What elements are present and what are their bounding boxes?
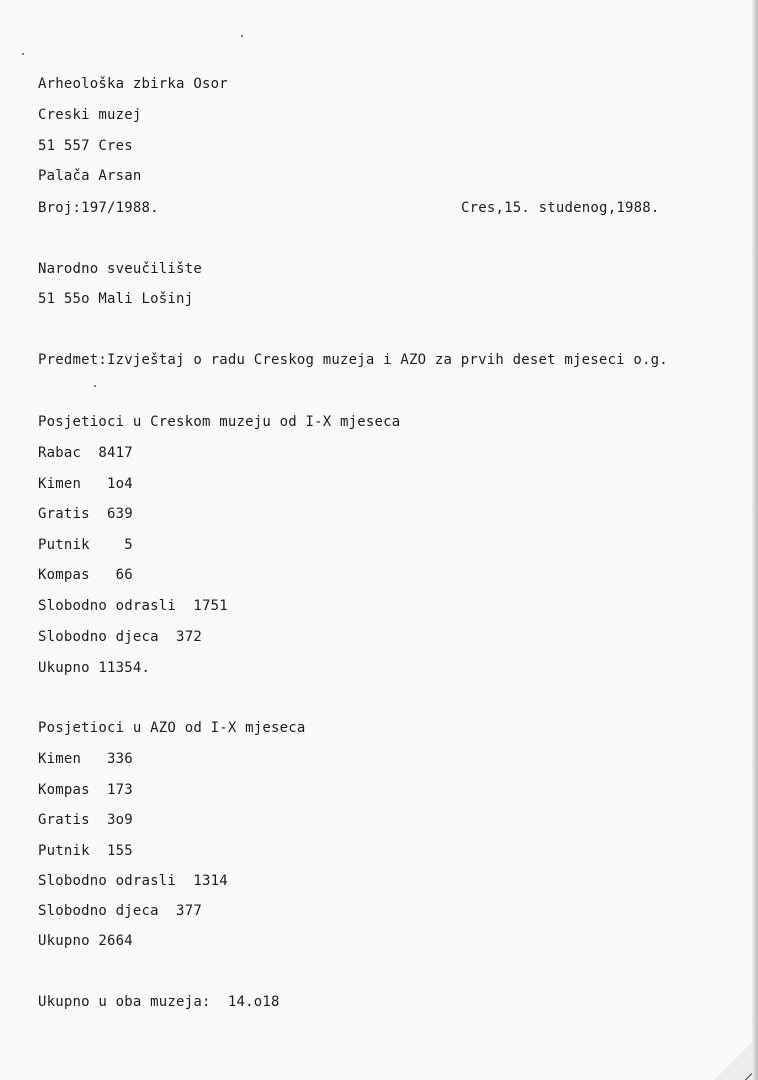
visitor-row: Putnik 5 — [38, 537, 133, 553]
visitor-row: Slobodno djeca 372 — [38, 629, 202, 645]
visitor-row: Slobodno djeca 377 — [38, 903, 202, 919]
paper-speck — [22, 53, 24, 55]
visitor-row: Kompas 173 — [38, 782, 133, 798]
paper-speck — [241, 35, 243, 37]
recipient-name: Narodno sveučilište — [38, 261, 202, 277]
sender-address: Palača Arsan — [38, 168, 142, 184]
visitor-row: Kimen 1o4 — [38, 476, 133, 492]
sender-name: Arheološka zbirka Osor — [38, 76, 228, 92]
sender-museum: Creski muzej — [38, 107, 142, 123]
sender-postcode: 51 557 Cres — [38, 138, 133, 154]
place-date: Cres,15. studenog,1988. — [461, 200, 660, 216]
azo-visitors-heading: Posjetioci u AZO od I-X mjeseca — [38, 720, 306, 736]
museum-total: Ukupno 11354. — [38, 660, 151, 676]
visitor-row: Rabac 8417 — [38, 445, 133, 461]
visitor-row: Gratis 639 — [38, 506, 133, 522]
museum-visitors-heading: Posjetioci u Creskom muzeju od I-X mjeseca — [38, 414, 401, 430]
reference-number: Broj:197/1988. — [38, 200, 159, 216]
visitor-row: Gratis 3o9 — [38, 812, 133, 828]
azo-total: Ukupno 2664 — [38, 933, 133, 949]
visitor-row: Slobodno odrasli 1751 — [38, 598, 228, 614]
visitor-row: Slobodno odrasli 1314 — [38, 873, 228, 889]
folded-corner — [714, 1036, 758, 1080]
subject-line: Predmet:Izvještaj o radu Creskog muzeja i AZO za prvih deset mjeseci o.g. — [38, 352, 668, 368]
visitor-row: Kimen 336 — [38, 751, 133, 767]
visitor-row: Kompas 66 — [38, 567, 133, 583]
recipient-address: 51 55o Mali Lošinj — [38, 291, 194, 307]
visitor-row: Putnik 155 — [38, 843, 133, 859]
grand-total: Ukupno u oba muzeja: 14.o18 — [38, 994, 280, 1010]
paper-speck — [94, 385, 96, 387]
